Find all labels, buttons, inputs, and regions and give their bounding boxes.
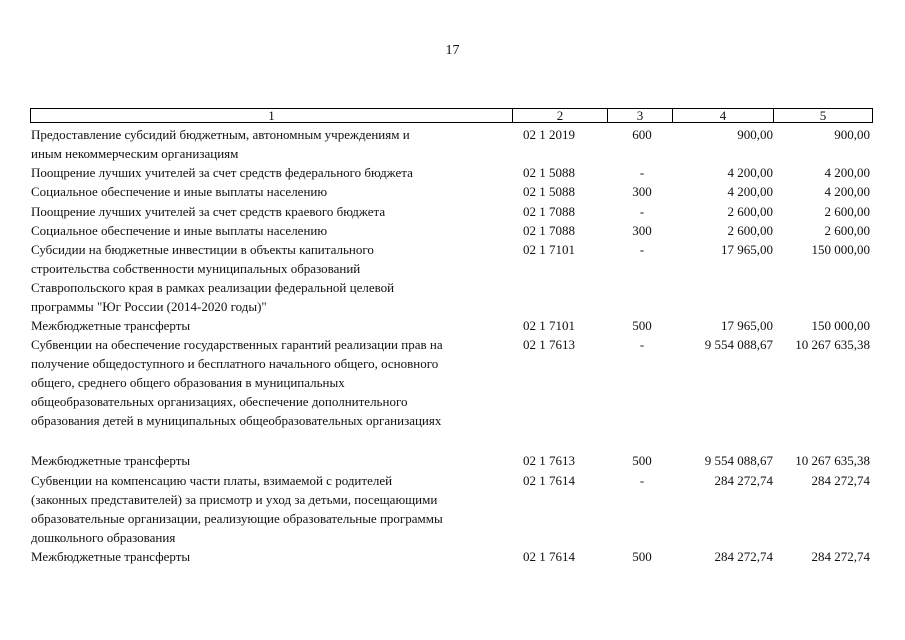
row-name: Поощрение лучших учителей за счет средств краевого бюджета [31, 204, 386, 219]
row-name: Межбюджетные трансферты [31, 318, 191, 333]
row-code: 02 1 2019 [523, 127, 575, 142]
row-name: Социальное обеспечение и иные выплаты населению [31, 223, 328, 238]
row-value-5: 2 600,00 [824, 204, 870, 219]
row-type: 500 [632, 549, 652, 564]
row-value-5: 4 200,00 [824, 184, 870, 199]
header-col-3: 3 [607, 108, 673, 123]
row-value-4: 284 272,74 [714, 549, 773, 564]
row-code: 02 1 7088 [523, 223, 575, 238]
row-type: 300 [632, 223, 652, 238]
row-type: 300 [632, 184, 652, 199]
row-value-4: 9 554 088,67 [704, 453, 773, 468]
row-code: 02 1 7613 [523, 337, 575, 352]
row-name: Социальное обеспечение и иные выплаты населению [31, 184, 328, 199]
row-name: Субсидии на бюджетные инвестиции в объекты капитального строительства собственности муниципальных образований Ставропольского края в рамках реализации федеральной целевой программы "Юг России (2014-2020 годы)" [31, 242, 395, 314]
row-value-5: 284 272,74 [811, 549, 870, 564]
row-type: 500 [632, 318, 652, 333]
row-value-5: 150 000,00 [811, 318, 870, 333]
row-name: Межбюджетные трансферты [31, 549, 191, 564]
row-name: Межбюджетные трансферты [31, 453, 191, 468]
row-type: - [639, 165, 645, 180]
row-value-4: 17 965,00 [721, 242, 773, 257]
header-col-4: 4 [672, 108, 774, 123]
row-value-5: 2 600,00 [824, 223, 870, 238]
row-type: - [639, 473, 645, 488]
row-value-4: 900,00 [737, 127, 773, 142]
row-type: 600 [632, 127, 652, 142]
row-type: 500 [632, 453, 652, 468]
row-name: Субвенции на обеспечение государственных гарантий реализации прав на получение общедоступного и бесплатного начального общего, основного общего, среднего общего образования в муниципальных общеобразовательных организациях, обеспечение дополнительного образования детей в муниципальных общеобразовательных организациях [31, 337, 443, 428]
row-value-4: 4 200,00 [727, 165, 773, 180]
header-col-1: 1 [30, 108, 513, 123]
row-value-5: 900,00 [834, 127, 870, 142]
row-code: 02 1 5088 [523, 165, 575, 180]
row-value-4: 4 200,00 [727, 184, 773, 199]
row-code: 02 1 7613 [523, 453, 575, 468]
table-header [30, 108, 873, 125]
row-value-4: 17 965,00 [721, 318, 773, 333]
row-value-5: 10 267 635,38 [795, 453, 870, 468]
row-value-5: 150 000,00 [811, 242, 870, 257]
header-col-5: 5 [773, 108, 873, 123]
row-name: Предоставление субсидий бюджетным, автономным учреждениям и иным некоммерческим организациям [31, 127, 410, 161]
row-value-5: 4 200,00 [824, 165, 870, 180]
row-code: 02 1 7088 [523, 204, 575, 219]
row-name: Поощрение лучших учителей за счет средств федерального бюджета [31, 165, 413, 180]
row-code: 02 1 5088 [523, 184, 575, 199]
row-value-4: 284 272,74 [714, 473, 773, 488]
row-code: 02 1 7614 [523, 473, 575, 488]
row-value-4: 2 600,00 [727, 223, 773, 238]
row-code: 02 1 7101 [523, 242, 575, 257]
row-value-4: 9 554 088,67 [704, 337, 773, 352]
row-name: Субвенции на компенсацию части платы, взимаемой с родителей (законных представителей) за присмотр и уход за детьми, посещающими образовательные организации, реализующие образовательные программы дошкольного образования [31, 473, 443, 545]
row-code: 02 1 7101 [523, 318, 575, 333]
row-type: - [639, 204, 645, 219]
row-type: - [639, 337, 645, 352]
page-number: 17 [445, 43, 460, 58]
row-value-4: 2 600,00 [727, 204, 773, 219]
row-code: 02 1 7614 [523, 549, 575, 564]
row-value-5: 10 267 635,38 [795, 337, 870, 352]
row-type: - [639, 242, 645, 257]
header-col-2: 2 [512, 108, 608, 123]
row-value-5: 284 272,74 [811, 473, 870, 488]
